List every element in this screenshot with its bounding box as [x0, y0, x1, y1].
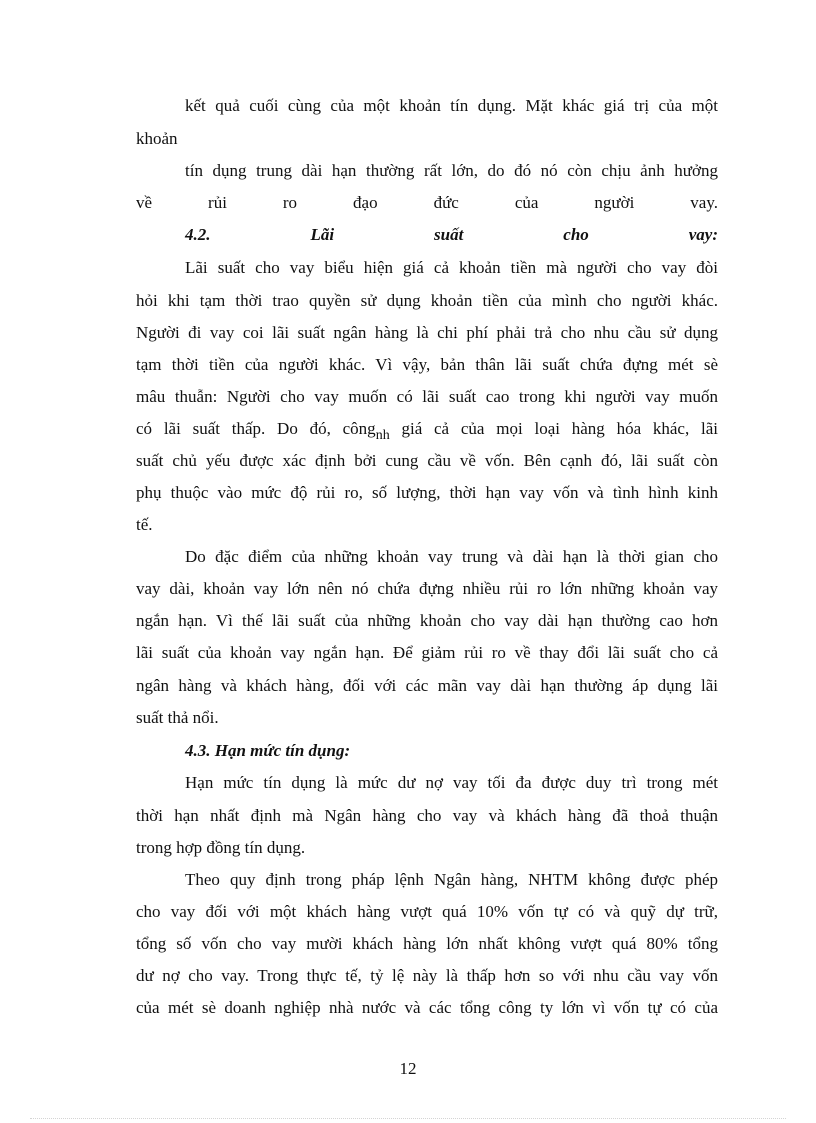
- text-line: tín dụng trung dài hạn thường rất lớn, do đó nó còn chịu ảnh hưởng: [185, 161, 718, 180]
- subscript-fragment: nh: [375, 428, 390, 443]
- text-line-mixed: [136, 418, 718, 442]
- text-line: thời hạn nhất định mà Ngân hàng cho vay và khách hàng đã thoả thuận: [136, 806, 718, 825]
- text-fragment: giá cả của mọi loại hàng hóa khác, lãi: [389, 419, 719, 438]
- text-line: Người đi vay coi lãi suất ngân hàng là chi phí phải trả cho nhu cầu sử dụng: [136, 323, 718, 342]
- text-line: suất chủ yếu được xác định bởi cung cầu về vốn. Bên cạnh đó, lãi suất còn: [136, 451, 718, 470]
- text-line: lãi suất của khoản vay ngắn hạn. Để giảm rủi ro về thay đổi lãi suất cho cả: [136, 643, 718, 662]
- text-line: phụ thuộc vào mức độ rủi ro, số lượng, thời hạn vay vốn và tình hình kinh: [136, 483, 718, 502]
- text-line: Do đặc điểm của những khoản vay trung và dài hạn là thời gian cho: [185, 547, 718, 566]
- text-line: kết quả cuối cùng của một khoản tín dụng. Mặt khác giá trị của một: [185, 96, 718, 115]
- section-heading-4-2: 4.2. Lãi suất cho vay:: [185, 225, 718, 244]
- text-line: trong hợp đồng tín dụng.: [136, 838, 306, 857]
- text-line: tạm thời tiền của người khác. Vì vậy, bản thân lãi suất chứa đựng mét sè: [136, 355, 718, 374]
- text-line: Hạn mức tín dụng là mức dư nợ vay tối đa được duy trì trong mét: [185, 773, 718, 792]
- text-line: Lãi suất cho vay biểu hiện giá cả khoản tiền mà người cho vay đòi: [185, 258, 718, 277]
- text-line: về rủi ro đạo đức của người vay.: [136, 193, 718, 212]
- text-line: hỏi khi tạm thời trao quyền sử dụng khoản tiền của mình cho người khác.: [136, 291, 718, 310]
- text-line: tổng số vốn cho vay mười khách hàng lớn nhất không vượt quá 80% tổng: [136, 934, 718, 953]
- page-bottom-divider: [30, 1118, 786, 1119]
- text-line: vay dài, khoản vay lớn nên nó chứa đựng nhiều rủi ro lớn những khoản vay: [136, 579, 718, 598]
- text-line: suất thả nổi.: [136, 708, 219, 727]
- text-line: cho vay đối với một khách hàng vượt quá 10% vốn tự có và quỹ dự trữ,: [136, 902, 718, 921]
- text-line: của mét sè doanh nghiệp nhà nước và các tổng công ty lớn vì vốn tự có của: [136, 998, 718, 1017]
- text-line: ngân hàng và khách hàng, đối với các mãn vay dài hạn thường áp dụng lãi: [136, 676, 718, 695]
- text-line: dư nợ cho vay. Trong thực tế, tỷ lệ này là thấp hơn so với nhu cầu vay vốn: [136, 966, 718, 985]
- text-line: khoản: [136, 129, 178, 148]
- text-line: Theo quy định trong pháp lệnh Ngân hàng, NHTM không được phép: [185, 870, 718, 889]
- text-fragment: có lãi suất thấp. Do đó, công: [136, 419, 376, 438]
- text-line: mâu thuẫn: Người cho vay muốn có lãi suất cao trong khi người vay muốn: [136, 387, 718, 406]
- section-heading-4-3: 4.3. Hạn mức tín dụng:: [185, 741, 351, 760]
- text-line: ngắn hạn. Vì thế lãi suất của những khoản cho vay dài hạn thường cao hơn: [136, 611, 718, 630]
- text-line: tế.: [136, 515, 153, 534]
- page-number: 12: [399, 1059, 417, 1078]
